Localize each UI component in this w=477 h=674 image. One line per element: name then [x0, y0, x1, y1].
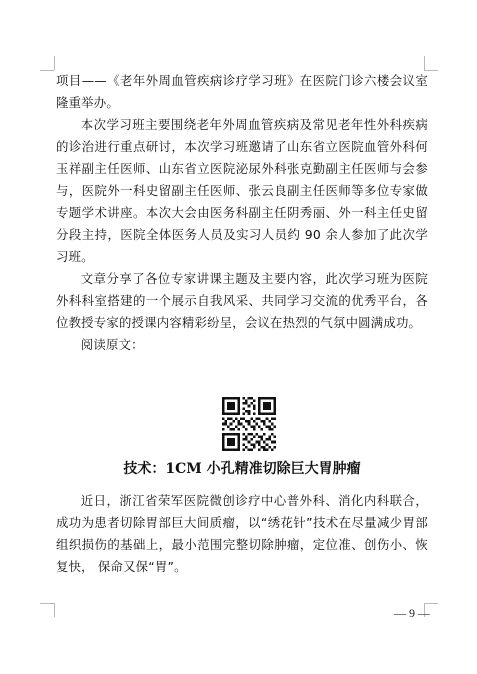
crop-mark-bottom-right-h — [424, 603, 438, 604]
read-original-label: 阅读原文： — [80, 337, 144, 352]
article-paragraph: 项目——《老年外周血管疾病诊疗学习班》在医院门诊六楼会议室隆重举办。 — [56, 73, 428, 110]
qr-code-icon[interactable] — [222, 397, 276, 451]
crop-mark-top-left-v — [54, 56, 55, 70]
crop-mark-top-right-v — [424, 56, 425, 70]
crop-mark-bottom-left-v — [54, 603, 55, 617]
crop-mark-bottom-left-h — [40, 603, 54, 604]
next-article-body — [56, 490, 428, 578]
crop-mark-top-left-h — [40, 70, 54, 71]
article-body — [56, 70, 428, 356]
page-number: — 9 — — [394, 606, 430, 620]
article-paragraph: 文章分享了各位专家讲课主题及主要内容，此次学习班为医院外科科室搭建的一个展示自我风采、共同学习交流的优秀平台，各位教授专家的授课内容精彩纷呈，会议在热烈的气氛中圆满成功。 — [56, 271, 428, 330]
next-article-title: 技术：1CM 小孔精准切除巨大胃肿瘤 — [123, 461, 361, 477]
article-paragraph: 本次学习班主要围绕老年外周血管疾病及常见老年性外科疾病的诊治进行重点研讨，本次学习班邀请了山东省立医院血管外科何玉祥副主任医师、山东省立医院泌尿外科张克勤副主任医师与会参与，医院外一科史留副主任医师、张云良副主任医师等多位专家做专题学术讲座。本次大会由医务科副主任阴秀丽、外一科主任史留分段主持，医院全体医务人员及实习人员约 90 余人参加了此次学习班。 — [56, 117, 428, 264]
article-paragraph: 近日，浙江省荣军医院微创诊疗中心普外科、消化内科联合，成功为患者切除胃部巨大间质瘤，以“绣花针”技术在尽量减少胃部组织损伤的基础上，最小范围完整切除肿瘤，定位准、创伤小、恢复快， 保命又保“胃”。 — [56, 493, 428, 574]
